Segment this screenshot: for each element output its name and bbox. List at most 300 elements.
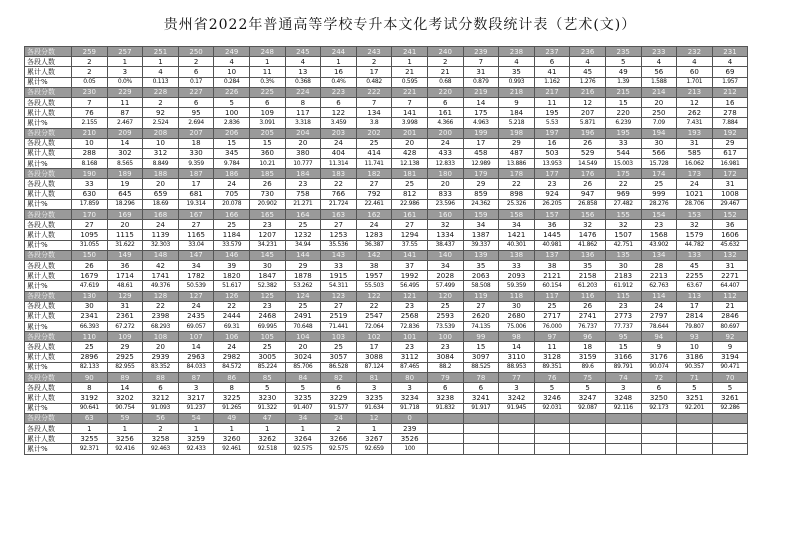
table-cell: 90 <box>72 373 108 383</box>
table-cell: 29 <box>107 342 143 352</box>
table-cell: 119 <box>463 291 499 301</box>
table-cell: 235 <box>605 47 641 57</box>
table-cell: 31 <box>712 260 748 270</box>
table-cell: 199 <box>463 128 499 138</box>
table-cell: 2982 <box>214 352 250 362</box>
table-cell: 245 <box>285 47 321 57</box>
table-cell: 31.622 <box>107 240 143 250</box>
table-cell: 2491 <box>285 311 321 321</box>
table-cell: 1.39 <box>605 77 641 87</box>
table-cell: 1387 <box>463 230 499 240</box>
table-cell: 2255 <box>677 271 713 281</box>
table-cell: 24 <box>178 301 214 311</box>
table-cell: 2741 <box>570 311 606 321</box>
table-cell: 2 <box>143 97 179 107</box>
table-row-count <box>25 301 748 311</box>
table-cell: 1606 <box>712 230 748 240</box>
row-label: 各段人数 <box>25 383 72 393</box>
table-cell: 25 <box>72 342 108 352</box>
table-cell: 3247 <box>570 393 606 403</box>
table-cell: 969 <box>605 189 641 199</box>
table-cell: 78.644 <box>641 322 677 332</box>
table-cell: 76 <box>534 373 570 383</box>
table-cell: 1334 <box>427 230 463 240</box>
table-cell: 91.237 <box>178 403 214 413</box>
table-cell: 7 <box>463 57 499 67</box>
table-cell: 4 <box>641 57 677 67</box>
row-label: 各段人数 <box>25 97 72 107</box>
table-cell: 1 <box>249 57 285 67</box>
table-cell: 132 <box>712 250 748 260</box>
table-cell: 11 <box>249 67 285 77</box>
table-cell: 2.524 <box>143 118 179 128</box>
table-cell: 41 <box>534 67 570 77</box>
table-row-count <box>25 57 748 67</box>
table-cell: 33 <box>321 260 357 270</box>
table-cell <box>712 413 748 423</box>
row-label: 累计人数 <box>25 434 72 444</box>
table-cell: 22 <box>214 301 250 311</box>
table-cell: 27 <box>356 179 392 189</box>
row-label: 累计人数 <box>25 189 72 199</box>
table-cell <box>463 423 499 433</box>
row-label: 各段人数 <box>25 220 72 230</box>
table-cell: 2.467 <box>107 118 143 128</box>
table-cell: 10 <box>72 138 108 148</box>
table-cell: 3176 <box>641 352 677 362</box>
table-cell: 3212 <box>143 393 179 403</box>
table-row-cum <box>25 199 748 209</box>
table-cell: 14 <box>499 342 535 352</box>
table-cell: 20.902 <box>249 199 285 209</box>
table-cell: 302 <box>107 148 143 158</box>
table-cell: 15.003 <box>605 159 641 169</box>
table-cell: 8.565 <box>107 159 143 169</box>
table-cell: 195 <box>534 108 570 118</box>
table-cell: 1232 <box>285 230 321 240</box>
table-cell: 487 <box>499 148 535 158</box>
table-cell: 3 <box>392 383 428 393</box>
table-cell: 9 <box>499 97 535 107</box>
table-cell: 92.371 <box>72 444 108 454</box>
table-cell: 153 <box>677 210 713 220</box>
table-cell: 2680 <box>499 311 535 321</box>
table-cell: 18 <box>570 342 606 352</box>
table-cell: 22 <box>356 301 392 311</box>
table-cell <box>534 413 570 423</box>
table-cell: 75.006 <box>499 322 535 332</box>
table-cell: 3266 <box>321 434 357 444</box>
table-cell: 184 <box>285 169 321 179</box>
table-cell: 210 <box>72 128 108 138</box>
table-cell: 1445 <box>534 230 570 240</box>
table-cell <box>499 434 535 444</box>
table-cell: 26.205 <box>534 199 570 209</box>
table-cell: 56.495 <box>392 281 428 291</box>
table-cell: 26 <box>570 179 606 189</box>
table-cell: 200 <box>427 128 463 138</box>
table-cell: 45 <box>677 260 713 270</box>
table-cell: 59 <box>107 413 143 423</box>
table-cell: 24 <box>321 413 357 423</box>
table-body <box>25 47 748 455</box>
table-cell: 23 <box>392 342 428 352</box>
table-cell: 29 <box>285 260 321 270</box>
table-cell: 53.262 <box>285 281 321 291</box>
table-cell: 2435 <box>178 311 214 321</box>
table-cell <box>499 423 535 433</box>
table-cell: 214 <box>641 87 677 97</box>
table-cell: 2547 <box>356 311 392 321</box>
table-cell: 2.155 <box>72 118 108 128</box>
table-cell: 20 <box>285 342 321 352</box>
table-cell: 96 <box>570 332 606 342</box>
table-cell: 12.989 <box>463 159 499 169</box>
table-cell: 1847 <box>249 271 285 281</box>
table-cell: 24 <box>214 342 250 352</box>
table-cell: 3260 <box>214 434 250 444</box>
table-cell: 240 <box>427 47 463 57</box>
row-label: 累计人数 <box>25 352 72 362</box>
table-cell: 63 <box>72 413 108 423</box>
table-cell: 1139 <box>143 230 179 240</box>
table-cell: 121 <box>392 291 428 301</box>
table-cell: 174 <box>641 169 677 179</box>
table-cell: 85 <box>249 373 285 383</box>
table-cell: 92.461 <box>214 444 250 454</box>
row-label: 累计% <box>25 362 72 372</box>
table-cell: 92.286 <box>712 403 748 413</box>
table-cell: 3248 <box>605 393 641 403</box>
table-cell: 33 <box>605 138 641 148</box>
table-cell: 91.945 <box>499 403 535 413</box>
table-cell: 20.078 <box>214 199 250 209</box>
table-cell <box>641 413 677 423</box>
table-cell: 3259 <box>178 434 214 444</box>
table-cell: 25 <box>427 301 463 311</box>
table-row-score <box>25 373 748 383</box>
table-cell: 175 <box>605 169 641 179</box>
table-cell: 2468 <box>249 311 285 321</box>
row-label: 各段分数 <box>25 332 72 342</box>
table-cell: 30 <box>72 301 108 311</box>
table-cell: 23 <box>392 301 428 311</box>
table-cell: 68.293 <box>143 322 179 332</box>
table-cell: 169 <box>107 210 143 220</box>
table-cell: 26 <box>570 138 606 148</box>
table-cell: 25.326 <box>499 199 535 209</box>
table-row-score <box>25 87 748 97</box>
table-cell: 49 <box>605 67 641 77</box>
table-cell: 433 <box>427 148 463 158</box>
table-cell: 89 <box>107 373 143 383</box>
table-cell: 92.031 <box>534 403 570 413</box>
table-cell: 117 <box>534 291 570 301</box>
table-cell: 55.503 <box>356 281 392 291</box>
row-label: 各段分数 <box>25 210 72 220</box>
table-cell: 80.697 <box>712 322 748 332</box>
table-cell: 177 <box>534 169 570 179</box>
table-cell: 0.368 <box>285 77 321 87</box>
table-cell <box>534 423 570 433</box>
table-cell: 1021 <box>677 189 713 199</box>
table-cell: 29.467 <box>712 199 748 209</box>
table-cell: 414 <box>356 148 392 158</box>
table-cell: 1095 <box>72 230 108 240</box>
table-cell: 2361 <box>107 311 143 321</box>
table-cell: 24 <box>641 301 677 311</box>
table-cell <box>499 444 535 454</box>
table-cell: 95 <box>605 332 641 342</box>
table-cell: 1 <box>356 423 392 433</box>
table-cell: 56 <box>143 413 179 423</box>
table-cell: 70.648 <box>285 322 321 332</box>
table-cell: 1283 <box>356 230 392 240</box>
table-cell: 1.276 <box>570 77 606 87</box>
table-row-count <box>25 220 748 230</box>
table-cell: 69.057 <box>178 322 214 332</box>
table-cell: 90.471 <box>712 362 748 372</box>
table-cell: 39.337 <box>463 240 499 250</box>
table-cell: 3 <box>107 67 143 77</box>
table-cell: 40.981 <box>534 240 570 250</box>
table-cell: 122 <box>356 291 392 301</box>
table-cell: 2620 <box>463 311 499 321</box>
table-cell: 3250 <box>641 393 677 403</box>
table-cell: 1679 <box>72 271 108 281</box>
table-cell: 188 <box>143 169 179 179</box>
table-cell: 1 <box>392 57 428 67</box>
table-cell <box>570 413 606 423</box>
table-cell: 99 <box>463 332 499 342</box>
table-cell: 22.461 <box>356 199 392 209</box>
row-label: 累计% <box>25 322 72 332</box>
table-cell: 2093 <box>499 271 535 281</box>
table-cell: 10.21 <box>249 159 285 169</box>
table-cell: 45 <box>570 67 606 77</box>
table-cell: 25 <box>321 342 357 352</box>
table-cell: 76 <box>72 108 108 118</box>
table-cell: 3261 <box>712 393 748 403</box>
table-cell: 244 <box>321 47 357 57</box>
table-cell: 197 <box>534 128 570 138</box>
row-label: 累计人数 <box>25 311 72 321</box>
table-cell: 404 <box>321 148 357 158</box>
table-cell <box>570 423 606 433</box>
table-cell: 2 <box>356 57 392 67</box>
table-cell: 128 <box>143 291 179 301</box>
row-label: 累计% <box>25 118 72 128</box>
table-cell: 2213 <box>641 271 677 281</box>
table-cell: 3267 <box>356 434 392 444</box>
table-cell: 23 <box>249 220 285 230</box>
table-cell <box>463 434 499 444</box>
row-label: 各段分数 <box>25 47 72 57</box>
table-cell: 219 <box>463 87 499 97</box>
table-cell: 0.879 <box>463 77 499 87</box>
table-cell: 36 <box>712 220 748 230</box>
table-cell: 1507 <box>605 230 641 240</box>
table-cell <box>570 444 606 454</box>
table-cell <box>605 413 641 423</box>
table-cell: 90.357 <box>677 362 713 372</box>
table-cell: 54.311 <box>321 281 357 291</box>
table-cell: 150 <box>72 250 108 260</box>
table-cell: 9 <box>641 342 677 352</box>
table-cell: 4 <box>143 67 179 77</box>
table-row-score <box>25 210 748 220</box>
table-cell: 27 <box>321 220 357 230</box>
table-cell: 105 <box>249 332 285 342</box>
table-cell: 17 <box>677 301 713 311</box>
table-cell <box>427 423 463 433</box>
table-cell: 12 <box>570 97 606 107</box>
table-cell: 243 <box>356 47 392 57</box>
table-cell: 3166 <box>605 352 641 362</box>
table-cell: 758 <box>285 189 321 199</box>
table-cell: 1008 <box>712 189 748 199</box>
table-cell <box>605 434 641 444</box>
table-cell: 2797 <box>641 311 677 321</box>
table-cell: 3 <box>499 383 535 393</box>
table-cell: 833 <box>427 189 463 199</box>
table-cell: 6 <box>321 383 357 393</box>
table-cell: 84 <box>285 373 321 383</box>
table-cell: 203 <box>321 128 357 138</box>
table-cell: 18.296 <box>107 199 143 209</box>
table-cell <box>641 434 677 444</box>
table-cell: 91.634 <box>356 403 392 413</box>
table-cell: 158 <box>499 210 535 220</box>
table-cell: 3084 <box>427 352 463 362</box>
table-cell: 88 <box>143 373 179 383</box>
table-cell: 1 <box>143 57 179 67</box>
table-cell: 898 <box>499 189 535 199</box>
table-cell: 23.596 <box>427 199 463 209</box>
table-cell: 999 <box>641 189 677 199</box>
table-cell: 207 <box>178 128 214 138</box>
table-cell: 120 <box>427 291 463 301</box>
table-cell: 6 <box>143 383 179 393</box>
table-cell: 2 <box>72 57 108 67</box>
table-cell: 7 <box>72 97 108 107</box>
table-cell: 112 <box>712 291 748 301</box>
table-cell: 155 <box>605 210 641 220</box>
table-cell: 208 <box>143 128 179 138</box>
table-cell: 37.55 <box>392 240 428 250</box>
table-cell: 29 <box>499 138 535 148</box>
table-cell: 175 <box>463 108 499 118</box>
table-cell: 134 <box>641 250 677 260</box>
table-cell: 15 <box>605 342 641 352</box>
table-cell: 141 <box>392 250 428 260</box>
table-cell: 77 <box>499 373 535 383</box>
table-cell: 2183 <box>605 271 641 281</box>
table-cell: 152 <box>712 210 748 220</box>
table-cell: 186 <box>214 169 250 179</box>
table-cell: 3202 <box>107 393 143 403</box>
table-cell: 2939 <box>143 352 179 362</box>
table-cell: 566 <box>641 148 677 158</box>
table-cell: 3256 <box>107 434 143 444</box>
table-cell: 27 <box>463 301 499 311</box>
table-cell: 2341 <box>72 311 108 321</box>
table-cell <box>677 413 713 423</box>
table-cell: 26 <box>72 260 108 270</box>
table-cell: 2.694 <box>178 118 214 128</box>
table-cell: 92.416 <box>107 444 143 454</box>
table-cell: 360 <box>249 148 285 158</box>
table-row-count <box>25 179 748 189</box>
table-cell: 41.862 <box>570 240 606 250</box>
table-cell: 215 <box>605 87 641 97</box>
table-cell: 47 <box>249 413 285 423</box>
table-cell: 207 <box>570 108 606 118</box>
table-cell: 100 <box>214 108 250 118</box>
table-cell: 4.366 <box>427 118 463 128</box>
table-cell: 3005 <box>249 352 285 362</box>
table-cell: 76.737 <box>570 322 606 332</box>
table-cell: 812 <box>392 189 428 199</box>
table-cell: 32 <box>570 220 606 230</box>
table-cell: 6 <box>178 67 214 77</box>
table-cell: 248 <box>249 47 285 57</box>
table-cell: 585 <box>677 148 713 158</box>
table-cell: 924 <box>534 189 570 199</box>
table-row-count <box>25 423 748 433</box>
table-cell: 63.67 <box>677 281 713 291</box>
table-cell: 3097 <box>463 352 499 362</box>
table-row-total <box>25 230 748 240</box>
table-cell: 3186 <box>677 352 713 362</box>
table-cell: 184 <box>499 108 535 118</box>
table-cell: 3057 <box>321 352 357 362</box>
table-cell: 3255 <box>72 434 108 444</box>
table-cell: 89.791 <box>605 362 641 372</box>
table-cell: 2 <box>143 423 179 433</box>
table-cell <box>712 423 748 433</box>
table-cell: 14 <box>107 383 143 393</box>
table-cell: 6 <box>427 97 463 107</box>
table-cell: 32 <box>427 220 463 230</box>
table-cell: 251 <box>143 47 179 57</box>
table-cell: 14.549 <box>570 159 606 169</box>
table-cell: 1.957 <box>712 77 748 87</box>
table-row-score <box>25 291 748 301</box>
table-cell: 176 <box>570 169 606 179</box>
table-cell: 7 <box>392 97 428 107</box>
table-cell: 22 <box>321 179 357 189</box>
table-cell: 380 <box>285 148 321 158</box>
table-cell: 35.536 <box>321 240 357 250</box>
table-cell: 345 <box>214 148 250 158</box>
table-cell: 159 <box>463 210 499 220</box>
table-cell: 544 <box>605 148 641 158</box>
table-cell: 2593 <box>427 311 463 321</box>
table-cell: 1579 <box>677 230 713 240</box>
table-cell: 103 <box>321 332 357 342</box>
table-cell: 14 <box>178 342 214 352</box>
table-cell: 217 <box>534 87 570 97</box>
table-cell: 15 <box>249 138 285 148</box>
table-cell: 6 <box>534 57 570 67</box>
table-cell: 33.04 <box>178 240 214 250</box>
table-cell: 40.301 <box>499 240 535 250</box>
table-cell: 645 <box>107 189 143 199</box>
table-cell: 1878 <box>285 271 321 281</box>
table-cell: 2925 <box>107 352 143 362</box>
table-cell: 136 <box>570 250 606 260</box>
